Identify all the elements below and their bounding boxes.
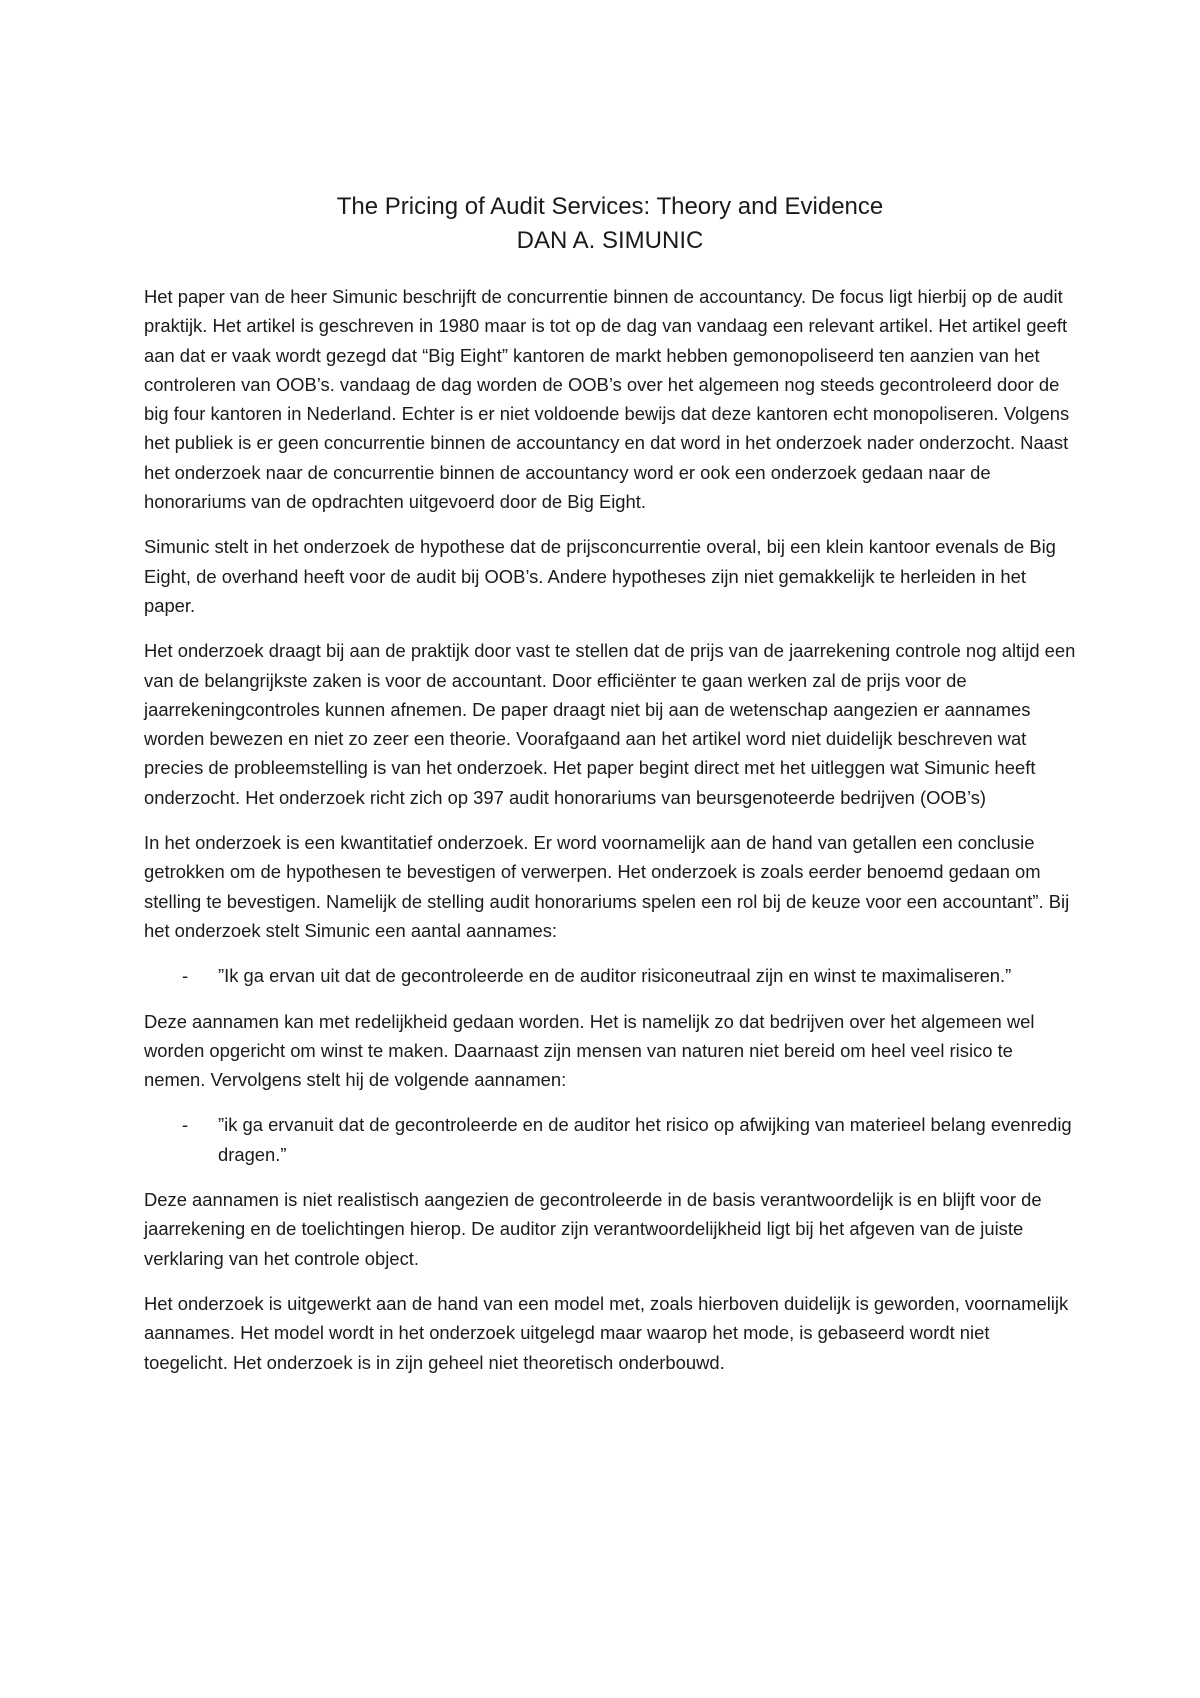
document-author: DAN A. SIMUNIC	[516, 227, 704, 254]
bullet-item-2	[144, 1110, 1076, 1169]
paragraph-2: Simunic stelt in het onderzoek de hypothese dat de prijsconcurrentie overal, bij een klein kantoor evenals de Big Eight, de overhand heeft voor de audit bij OOB’s. Andere hypotheses zijn niet gemakkelijk te herleiden in het paper.	[144, 536, 1056, 616]
paragraph-6: Deze aannamen is niet realistisch aangezien de gecontroleerde in de basis verantwoordelijk is en blijft voor de jaarrekening en de toelichtingen hierop. De auditor zijn verantwoordelijkheid ligt bij het afgeven van de juiste verklaring van het controle object.	[144, 1189, 1042, 1269]
bullet-marker: -	[182, 965, 189, 987]
title-block	[144, 190, 1076, 258]
paragraph-5: Deze aannamen kan met redelijkheid gedaan worden. Het is namelijk zo dat bedrijven over het algemeen wel worden opgericht om winst te maken. Daarnaast zijn mensen van naturen niet bereid om heel veel risico te nemen. Vervolgens stelt hij de volgende aannamen:	[144, 1010, 1035, 1091]
paragraph-4: In het onderzoek is een kwantitatief onderzoek. Er word voornamelijk aan de hand van getallen een conclusie getrokken om de hypothesen te bevestigen of verwerpen. Het onderzoek is zoals eerder benoemd gedaan om stelling te bevestigen. Namelijk de stelling audit honorariums spelen een rol bij de keuze voor een accountant”. Bij het onderzoek stelt Simunic een aantal aannames:	[144, 832, 1070, 941]
paragraph-3: Het onderzoek draagt bij aan de praktijk door vast te stellen dat de prijs van de jaarrekening controle nog altijd een van de belangrijkste zaken is voor de accountant. Door efficiënter te gaan werken zal de prijs voor de jaarrekeningcontroles kunnen afnemen. De paper draagt niet bij aan de wetenschap aangezien er aannames worden bewezen en niet zo zeer een theorie. Voorafgaand aan het artikel word niet duidelijk beschreven wat precies de probleemstelling is van het onderzoek. Het paper begint direct met het uitleggen wat Simunic heeft onderzocht. Het onderzoek richt zich op 397 audit honorariums van beursgenoteerde bedrijven (OOB’s)	[144, 640, 1076, 808]
bullet-text: ”Ik ga ervan uit dat de gecontroleerde en de auditor risiconeutraal zijn en winst te maximaliseren.”	[218, 965, 1012, 987]
paragraph-1: Het paper van de heer Simunic beschrijft de concurrentie binnen de accountancy. De focus ligt hierbij op de audit praktijk. Het artikel is geschreven in 1980 maar is tot op de dag van vandaag een relevant artikel. Het artikel geeft aan dat er vaak wordt gezegd dat “Big Eight” kantoren de markt hebben gemonopoliseerd ten aanzien van het controleren van OOB’s. vandaag de dag worden de OOB’s over het algemeen nog steeds gecontroleerd door de big four kantoren in Nederland. Echter is er niet voldoende bewijs dat deze kantoren echt monopoliseren. Volgens het publiek is er geen concurrentie binnen de accountancy en dat word in het onderzoek nader onderzocht. Naast het onderzoek naar de concurrentie binnen de accountancy word er ook een onderzoek gedaan naar de honorariums van de opdrachten uitgevoerd door de Big Eight.	[144, 286, 1070, 513]
paragraph-7: Het onderzoek is uitgewerkt aan de hand van een model met, zoals hierboven duidelijk is geworden, voornamelijk aannames. Het model wordt in het onderzoek uitgelegd maar waarop het mode, is gebaseerd wordt niet toegelicht. Het onderzoek is in zijn geheel niet theoretisch onderbouwd.	[144, 1292, 1069, 1373]
bullet-item-1	[144, 961, 1076, 990]
document-title: The Pricing of Audit Services: Theory and Evidence	[336, 193, 884, 220]
bullet-marker: -	[182, 1114, 189, 1136]
document-body	[144, 190, 1076, 1393]
bullet-text: ”ik ga ervanuit dat de gecontroleerde en de auditor het risico op afwijking van materieel belang evenredig dragen.”	[218, 1114, 1072, 1165]
